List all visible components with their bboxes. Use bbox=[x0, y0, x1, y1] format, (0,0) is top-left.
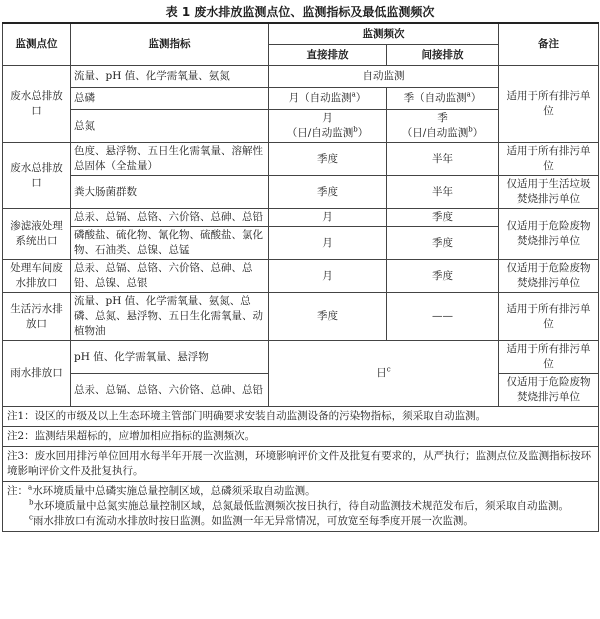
footnote-a bbox=[7, 484, 594, 499]
indicator-cell: 流量、pH 值、化学需氧量、氨氮、总磷、总氮、悬浮物、五日生化需氧量、动植物油 bbox=[71, 293, 269, 341]
remark-cell: 仅适用于危险废物焚烧排污单位 bbox=[499, 374, 599, 407]
indicator-cell: 粪大肠菌群数 bbox=[71, 176, 269, 209]
indirect-cell bbox=[387, 110, 499, 143]
point-cell: 渗滤液处理系统出口 bbox=[3, 209, 71, 260]
table-row bbox=[3, 66, 599, 88]
indicator-cell: 总氮 bbox=[71, 110, 269, 143]
table-row bbox=[3, 143, 599, 176]
direct-cell: 季度 bbox=[269, 176, 387, 209]
footnote-text: 雨水排放口有流动水排放时按日监测。如监测一年无异常情况，可放宽至每季度开展一次监测。 bbox=[32, 515, 474, 527]
direct-text: （日/自动监测 bbox=[286, 127, 354, 139]
direct-cell bbox=[269, 88, 387, 110]
remark-cell: 适用于所有排污单位 bbox=[499, 66, 599, 143]
footnote-text: 水环境质量中总氮实施总量控制区域，总氮最低监测频次按日执行，待自动监测技术规范发布后，须采取自动监测。 bbox=[33, 500, 569, 512]
indicator-cell: 总汞、总镉、总铬、六价铬、总砷、总铅、总镍、总银 bbox=[71, 260, 269, 293]
indicator-cell: 色度、悬浮物、五日生化需氧量、溶解性总固体（全盐量） bbox=[71, 143, 269, 176]
indirect-text: （日/自动监测 bbox=[401, 127, 469, 139]
table-row bbox=[3, 209, 599, 227]
direct-cell: 季度 bbox=[269, 143, 387, 176]
indirect-line1: 季 bbox=[437, 112, 448, 124]
indirect-cell: 半年 bbox=[387, 143, 499, 176]
footnote-c bbox=[7, 514, 594, 529]
footnotes-row bbox=[3, 482, 599, 532]
footnote-marker: b bbox=[29, 498, 34, 507]
note-3: 注3：废水回用排污单位回用水每半年开展一次监测，环境影响评价文件及批复有要求的，从严执行；监测点位及监测指标按环境影响评价文件及批复执行。 bbox=[3, 447, 599, 482]
table-row bbox=[3, 293, 599, 341]
direct-line2 bbox=[272, 126, 383, 141]
header-indicator: 监测指标 bbox=[71, 23, 269, 66]
remark-cell: 适用于所有排污单位 bbox=[499, 143, 599, 176]
direct-cell: 月 bbox=[269, 260, 387, 293]
note-row bbox=[3, 407, 599, 427]
indirect-cell: —— bbox=[387, 293, 499, 341]
footnote-prefix: 注： bbox=[7, 485, 28, 497]
direct-text-end: ） bbox=[357, 127, 369, 139]
point-cell: 废水总排放口 bbox=[3, 66, 71, 143]
direct-cell: 月 bbox=[269, 209, 387, 227]
point-cell: 处理车间废水排放口 bbox=[3, 260, 71, 293]
header-frequency: 监测频次 bbox=[269, 23, 499, 45]
direct-text-end: ） bbox=[355, 92, 367, 104]
indirect-text-end: ） bbox=[472, 127, 484, 139]
note-2: 注2：监测结果超标的，应增加相应指标的监测频次。 bbox=[3, 427, 599, 447]
point-cell: 雨水排放口 bbox=[3, 341, 71, 407]
indirect-cell: 半年 bbox=[387, 176, 499, 209]
footnotes-cell bbox=[3, 482, 599, 532]
note-row bbox=[3, 427, 599, 447]
indirect-text-end: ） bbox=[470, 92, 482, 104]
footnote-marker: a bbox=[351, 90, 356, 99]
indicator-cell: pH 值、化学需氧量、悬浮物 bbox=[71, 341, 269, 374]
indirect-text: 季（自动监测 bbox=[403, 92, 467, 104]
direct-text: 月（自动监测 bbox=[288, 92, 352, 104]
indirect-line2 bbox=[390, 126, 495, 141]
remark-cell: 仅适用于危险废物焚烧排污单位 bbox=[499, 209, 599, 260]
footnote-marker: b bbox=[468, 125, 473, 134]
header-remark: 备注 bbox=[499, 23, 599, 66]
indirect-cell: 季度 bbox=[387, 209, 499, 227]
header-point: 监测点位 bbox=[3, 23, 71, 66]
indirect-cell bbox=[387, 88, 499, 110]
table-caption: 表 1 废水排放监测点位、监测指标及最低监测频次 bbox=[165, 5, 435, 19]
table-row bbox=[3, 341, 599, 374]
frequency-text: 日 bbox=[376, 367, 387, 379]
indicator-cell: 总磷 bbox=[71, 88, 269, 110]
point-cell: 废水总排放口 bbox=[3, 143, 71, 209]
header-direct: 直接排放 bbox=[269, 45, 387, 66]
indicator-cell: 磷酸盐、硫化物、氰化物、硫酸盐、氯化物、石油类、总镍、总锰 bbox=[71, 227, 269, 260]
indicator-cell: 总汞、总镉、总铬、六价铬、总砷、总铅 bbox=[71, 374, 269, 407]
direct-line1: 月 bbox=[322, 112, 333, 124]
footnote-b bbox=[7, 499, 594, 514]
direct-cell bbox=[269, 110, 387, 143]
frequency-merged-cell bbox=[269, 341, 499, 407]
indicator-cell: 流量、pH 值、化学需氧量、氨氮 bbox=[71, 66, 269, 88]
note-1: 注1：设区的市级及以上生态环境主管部门明确要求安装自动监测设备的污染物指标，须采取自动监测。 bbox=[3, 407, 599, 427]
direct-cell: 月 bbox=[269, 227, 387, 260]
remark-cell: 仅适用于危险废物焚烧排污单位 bbox=[499, 260, 599, 293]
footnote-text: 水环境质量中总磷实施总量控制区域，总磷须采取自动监测。 bbox=[32, 485, 316, 497]
footnote-marker: b bbox=[353, 125, 358, 134]
remark-cell: 适用于所有排污单位 bbox=[499, 341, 599, 374]
frequency-merged-cell: 自动监测 bbox=[269, 66, 499, 88]
remark-cell: 适用于所有排污单位 bbox=[499, 293, 599, 341]
monitoring-table bbox=[2, 22, 599, 532]
table-row bbox=[3, 176, 599, 209]
indirect-cell: 季度 bbox=[387, 227, 499, 260]
remark-cell: 仅适用于生活垃圾焚烧排污单位 bbox=[499, 176, 599, 209]
footnote-marker: a bbox=[28, 483, 33, 492]
footnote-marker: c bbox=[29, 513, 33, 522]
table-row bbox=[3, 260, 599, 293]
footnote-marker: a bbox=[466, 90, 471, 99]
direct-cell: 季度 bbox=[269, 293, 387, 341]
point-cell: 生活污水排放口 bbox=[3, 293, 71, 341]
header-indirect: 间接排放 bbox=[387, 45, 499, 66]
indirect-cell: 季度 bbox=[387, 260, 499, 293]
note-row bbox=[3, 447, 599, 482]
indicator-cell: 总汞、总镉、总铬、六价铬、总砷、总铅 bbox=[71, 209, 269, 227]
footnote-marker: c bbox=[386, 365, 391, 374]
header-row bbox=[3, 23, 599, 45]
